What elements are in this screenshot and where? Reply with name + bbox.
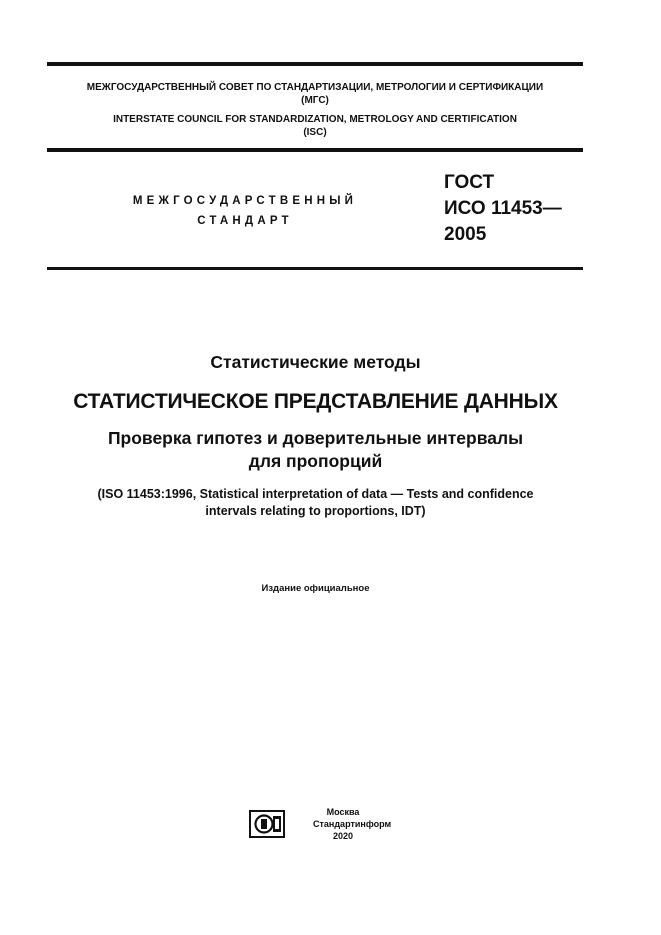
middle-divider — [47, 148, 583, 152]
subtitle-line1: Проверка гипотез и доверительные интервалы — [107, 428, 524, 448]
standard-kind-line1: МЕЖГОСУДАРСТВЕННЫЙ — [132, 195, 358, 207]
designation-line2: ИСО 11453— — [444, 198, 562, 219]
top-divider — [47, 62, 583, 66]
designation-line3: 2005 — [444, 224, 487, 245]
edition-label: Издание официальное — [261, 583, 370, 594]
council-ru-abbr: (МГС) — [301, 95, 329, 106]
council-ru-name: МЕЖГОСУДАРСТВЕННЫЙ СОВЕТ ПО СТАНДАРТИЗАЦИИ, МЕТРОЛОГИИ И СЕРТИФИКАЦИИ — [86, 82, 544, 93]
iso-reference-line2: intervals relating to proportions, IDT) — [205, 504, 426, 518]
series-title: Статистические методы — [210, 352, 421, 372]
designation-line1: ГОСТ — [444, 172, 495, 193]
publisher-city: Москва — [326, 807, 360, 817]
publisher-year: 2020 — [332, 831, 354, 841]
council-ru — [47, 81, 583, 107]
council-en-name: INTERSTATE COUNCIL FOR STANDARDIZATION, METROLOGY AND CERTIFICATION — [113, 114, 517, 125]
main-title: СТАТИСТИЧЕСКОЕ ПРЕДСТАВЛЕНИЕ ДАННЫХ — [73, 390, 558, 413]
publisher-info — [313, 806, 392, 842]
iso-reference-line1: (ISO 11453:1996, Statistical interpretation of data — Tests and confidence — [97, 487, 534, 501]
standard-kind-line2: СТАНДАРТ — [197, 215, 293, 227]
bottom-divider — [47, 267, 583, 270]
publisher-name: Стандартинформ — [313, 819, 392, 829]
council-en — [47, 113, 583, 139]
standard-designation — [444, 170, 562, 248]
council-en-abbr: (ISC) — [303, 127, 327, 138]
subtitle-line2: для пропорций — [248, 451, 383, 471]
standartinform-logo-icon — [249, 810, 285, 838]
iso-reference — [0, 486, 631, 520]
subtitle — [0, 427, 631, 473]
